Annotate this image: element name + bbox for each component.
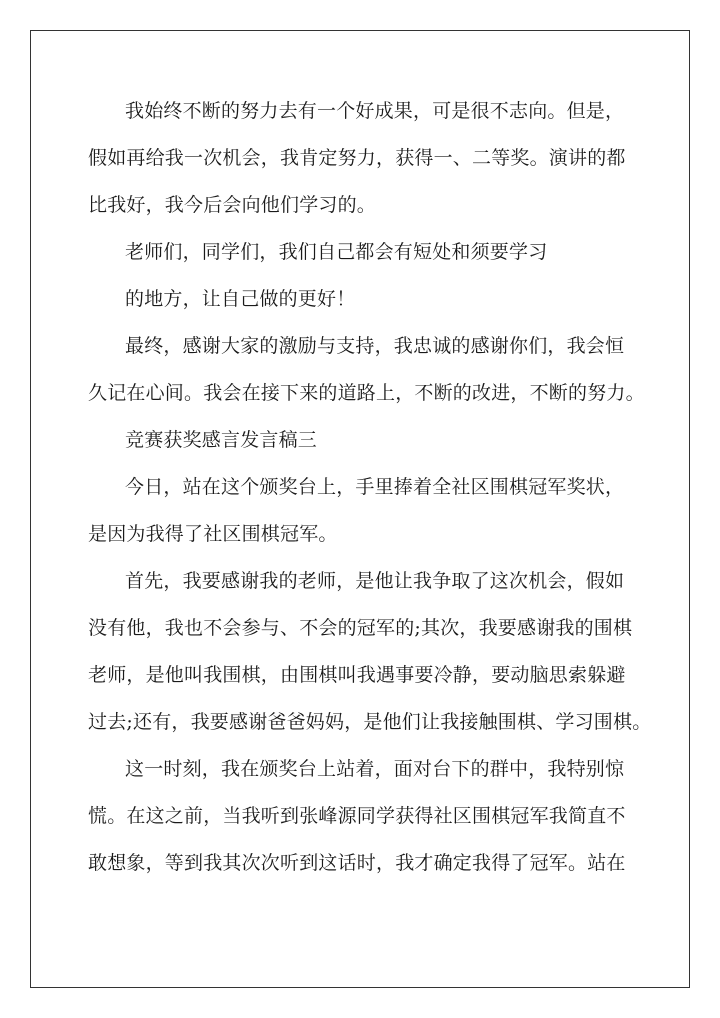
text-line: 的地方，让自己做的更好！ bbox=[125, 288, 356, 310]
text-line: 老师，是他叫我围棋，由围棋叫我遇事要冷静，要动脑思索躲避 bbox=[88, 664, 626, 686]
text-line: 是因为我得了社区围棋冠军。 bbox=[88, 523, 338, 545]
text-line: 敢想象，等到我其次次听到这话时，我才确定我得了冠军。站在 bbox=[88, 852, 626, 874]
text-line: 我始终不断的努力去有一个好成果，可是很不志向。但是， bbox=[125, 100, 625, 122]
text-line: 最终，感谢大家的激励与支持，我忠诚的感谢你们，我会恒 bbox=[125, 335, 625, 357]
text-line: 假如再给我一次机会，我肯定努力，获得一、二等奖。演讲的都 bbox=[88, 147, 626, 169]
text-line: 没有他，我也不会参与、不会的冠军的;其次，我要感谢我的围棋 bbox=[88, 617, 633, 639]
text-line: 过去;还有，我要感谢爸爸妈妈，是他们让我接触围棋、学习围棋。 bbox=[88, 711, 652, 733]
section-heading: 竞赛获奖感言发言稿三 bbox=[125, 429, 318, 451]
text-line: 慌。在这之前，当我听到张峰源同学获得社区围棋冠军我简直不 bbox=[88, 805, 626, 827]
text-line: 今日，站在这个颁奖台上，手里捧着全社区围棋冠军奖状， bbox=[125, 476, 625, 498]
text-line: 这一时刻，我在颁奖台上站着，面对台下的群中，我特别惊 bbox=[125, 758, 625, 780]
text-line: 久记在心间。我会在接下来的道路上，不断的改进，不断的努力。 bbox=[88, 382, 645, 404]
page-border bbox=[30, 30, 690, 988]
text-line: 老师们，同学们，我们自己都会有短处和须要学习 bbox=[125, 241, 548, 263]
text-line: 比我好，我今后会向他们学习的。 bbox=[88, 194, 377, 216]
text-line: 首先，我要感谢我的老师，是他让我争取了这次机会，假如 bbox=[125, 570, 625, 592]
